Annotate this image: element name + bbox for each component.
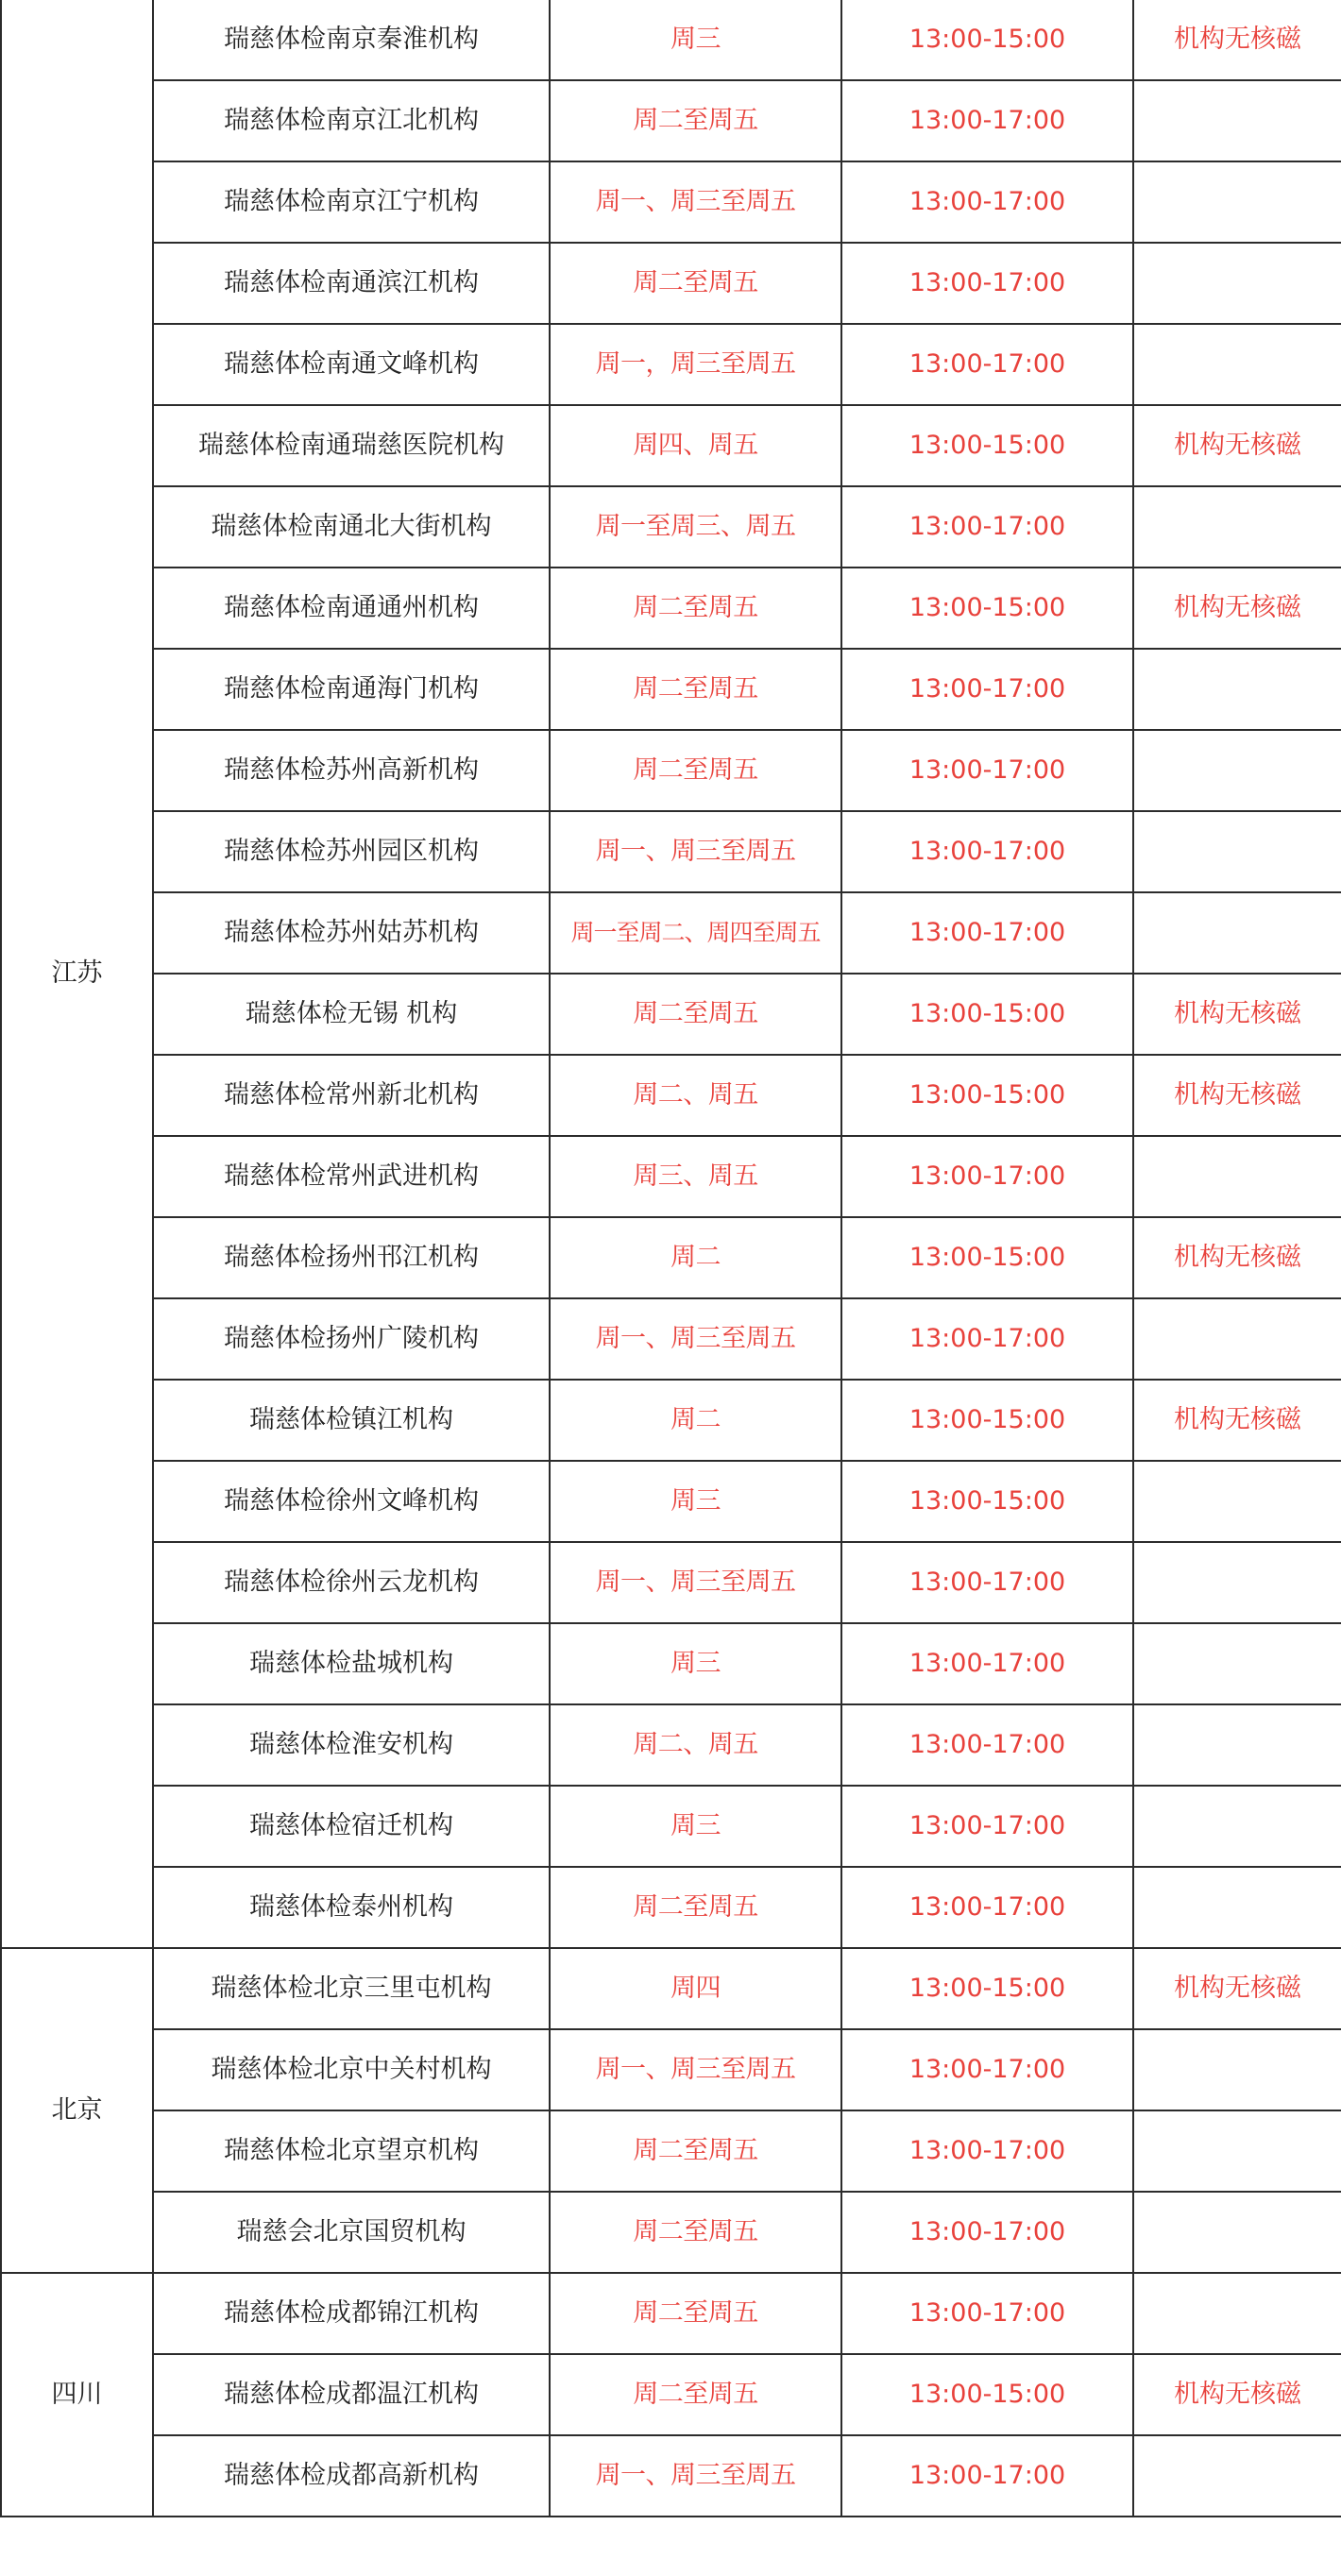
- institution-name-cell: 瑞慈体检南通海门机构: [153, 649, 550, 730]
- institution-name-cell: 瑞慈体检常州武进机构: [153, 1136, 550, 1217]
- note-cell: [1133, 1867, 1341, 1948]
- available-hours-cell: 13:00-17:00: [841, 243, 1133, 324]
- available-hours-cell: 13:00-17:00: [841, 1867, 1133, 1948]
- available-hours-cell: 13:00-17:00: [841, 730, 1133, 811]
- institution-name-cell: 瑞慈体检盐城机构: [153, 1623, 550, 1704]
- institution-name-cell: 瑞慈体检南京江北机构: [153, 80, 550, 161]
- table-row: [1, 1623, 1341, 1704]
- available-hours-cell: 13:00-15:00: [841, 1461, 1133, 1542]
- note-cell: 机构无核磁: [1133, 974, 1341, 1055]
- note-cell: [1133, 2435, 1341, 2517]
- available-days-cell: 周二至周五: [550, 80, 841, 161]
- note-cell: [1133, 1623, 1341, 1704]
- note-cell: 机构无核磁: [1133, 1217, 1341, 1298]
- note-cell: 机构无核磁: [1133, 1055, 1341, 1136]
- available-hours-cell: 13:00-15:00: [841, 2354, 1133, 2435]
- note-cell: [1133, 649, 1341, 730]
- note-cell: [1133, 1298, 1341, 1380]
- available-hours-cell: 13:00-15:00: [841, 1217, 1133, 1298]
- table-row: [1, 1704, 1341, 1786]
- table-row: [1, 243, 1341, 324]
- available-hours-cell: 13:00-17:00: [841, 892, 1133, 974]
- note-cell: [1133, 1786, 1341, 1867]
- available-hours-cell: 13:00-17:00: [841, 649, 1133, 730]
- available-days-cell: 周一、周三至周五: [550, 1298, 841, 1380]
- institution-name-cell: 瑞慈体检苏州园区机构: [153, 811, 550, 892]
- available-hours-cell: 13:00-15:00: [841, 1380, 1133, 1461]
- available-days-cell: 周一至周二、周四至周五: [550, 892, 841, 974]
- institution-name-cell: 瑞慈体检苏州姑苏机构: [153, 892, 550, 974]
- institution-name-cell: 瑞慈体检宿迁机构: [153, 1786, 550, 1867]
- table-row: [1, 80, 1341, 161]
- note-cell: [1133, 324, 1341, 405]
- table-row: [1, 2435, 1341, 2517]
- note-cell: 机构无核磁: [1133, 0, 1341, 80]
- table-row: [1, 1461, 1341, 1542]
- available-hours-cell: 13:00-17:00: [841, 2435, 1133, 2517]
- available-days-cell: 周二、周五: [550, 1704, 841, 1786]
- note-cell: [1133, 1461, 1341, 1542]
- available-days-cell: 周二至周五: [550, 649, 841, 730]
- institution-name-cell: 瑞慈体检镇江机构: [153, 1380, 550, 1461]
- institution-name-cell: 瑞慈体检成都温江机构: [153, 2354, 550, 2435]
- note-cell: 机构无核磁: [1133, 1948, 1341, 2029]
- available-days-cell: 周二至周五: [550, 2192, 841, 2273]
- institution-name-cell: 瑞慈体检苏州高新机构: [153, 730, 550, 811]
- institution-name-cell: 瑞慈体检淮安机构: [153, 1704, 550, 1786]
- institution-name-cell: 瑞慈体检徐州云龙机构: [153, 1542, 550, 1623]
- available-hours-cell: 13:00-17:00: [841, 1786, 1133, 1867]
- available-hours-cell: 13:00-17:00: [841, 486, 1133, 568]
- available-hours-cell: 13:00-17:00: [841, 1542, 1133, 1623]
- institution-name-cell: 瑞慈体检无锡 机构: [153, 974, 550, 1055]
- table-row: [1, 2029, 1341, 2110]
- available-hours-cell: 13:00-17:00: [841, 811, 1133, 892]
- table-row: [1, 1217, 1341, 1298]
- table-row: [1, 1136, 1341, 1217]
- institution-name-cell: 瑞慈体检成都锦江机构: [153, 2273, 550, 2354]
- institution-name-cell: 瑞慈体检泰州机构: [153, 1867, 550, 1948]
- institution-name-cell: 瑞慈体检北京中关村机构: [153, 2029, 550, 2110]
- institution-name-cell: 瑞慈体检扬州邗江机构: [153, 1217, 550, 1298]
- table-row: [1, 1786, 1341, 1867]
- institution-name-cell: 瑞慈体检南通通州机构: [153, 568, 550, 649]
- available-hours-cell: 13:00-15:00: [841, 1948, 1133, 2029]
- institution-name-cell: 瑞慈体检成都高新机构: [153, 2435, 550, 2517]
- note-cell: [1133, 1704, 1341, 1786]
- institution-name-cell: 瑞慈体检南通滨江机构: [153, 243, 550, 324]
- available-days-cell: 周一、周三至周五: [550, 2029, 841, 2110]
- available-hours-cell: 13:00-15:00: [841, 1055, 1133, 1136]
- available-hours-cell: 13:00-15:00: [841, 405, 1133, 486]
- province-cell: 江苏: [1, 0, 153, 1948]
- available-hours-cell: 13:00-15:00: [841, 568, 1133, 649]
- table-row: [1, 405, 1341, 486]
- note-cell: [1133, 730, 1341, 811]
- table-row: [1, 568, 1341, 649]
- note-cell: [1133, 2110, 1341, 2192]
- available-hours-cell: 13:00-15:00: [841, 0, 1133, 80]
- available-days-cell: 周一至周三、周五: [550, 486, 841, 568]
- available-hours-cell: 13:00-17:00: [841, 2110, 1133, 2192]
- institution-name-cell: 瑞慈体检南京秦淮机构: [153, 0, 550, 80]
- note-cell: [1133, 811, 1341, 892]
- table-row: [1, 1542, 1341, 1623]
- province-cell: 四川: [1, 2273, 153, 2517]
- available-days-cell: 周一，周三至周五: [550, 324, 841, 405]
- table-row: [1, 2354, 1341, 2435]
- available-days-cell: 周二至周五: [550, 974, 841, 1055]
- note-cell: [1133, 486, 1341, 568]
- available-days-cell: 周二至周五: [550, 243, 841, 324]
- note-cell: [1133, 243, 1341, 324]
- available-days-cell: 周一、周三至周五: [550, 811, 841, 892]
- institution-name-cell: 瑞慈体检常州新北机构: [153, 1055, 550, 1136]
- table-row: [1, 974, 1341, 1055]
- note-cell: [1133, 892, 1341, 974]
- institution-name-cell: 瑞慈体检南通瑞慈医院机构: [153, 405, 550, 486]
- available-hours-cell: 13:00-17:00: [841, 2273, 1133, 2354]
- institution-name-cell: 瑞慈体检北京望京机构: [153, 2110, 550, 2192]
- available-days-cell: 周三: [550, 1461, 841, 1542]
- available-days-cell: 周四、周五: [550, 405, 841, 486]
- note-cell: [1133, 1136, 1341, 1217]
- table-row: [1, 892, 1341, 974]
- available-hours-cell: 13:00-17:00: [841, 161, 1133, 243]
- available-days-cell: 周二至周五: [550, 1867, 841, 1948]
- available-days-cell: 周二: [550, 1217, 841, 1298]
- institution-name-cell: 瑞慈会北京国贸机构: [153, 2192, 550, 2273]
- table-row: [1, 2110, 1341, 2192]
- available-hours-cell: 13:00-17:00: [841, 80, 1133, 161]
- available-days-cell: 周三: [550, 0, 841, 80]
- available-hours-cell: 13:00-17:00: [841, 1623, 1133, 1704]
- available-days-cell: 周二至周五: [550, 2273, 841, 2354]
- table-row: [1, 1948, 1341, 2029]
- note-cell: 机构无核磁: [1133, 568, 1341, 649]
- available-days-cell: 周二至周五: [550, 568, 841, 649]
- note-cell: [1133, 2273, 1341, 2354]
- schedule-table-body: [1, 0, 1341, 2517]
- table-row: [1, 2192, 1341, 2273]
- note-cell: [1133, 1542, 1341, 1623]
- available-hours-cell: 13:00-17:00: [841, 1298, 1133, 1380]
- table-row: [1, 1298, 1341, 1380]
- available-days-cell: 周三、周五: [550, 1136, 841, 1217]
- table-row: [1, 811, 1341, 892]
- institution-name-cell: 瑞慈体检南通文峰机构: [153, 324, 550, 405]
- institution-name-cell: 瑞慈体检南京江宁机构: [153, 161, 550, 243]
- available-days-cell: 周一、周三至周五: [550, 1542, 841, 1623]
- note-cell: [1133, 161, 1341, 243]
- institution-name-cell: 瑞慈体检扬州广陵机构: [153, 1298, 550, 1380]
- note-cell: 机构无核磁: [1133, 1380, 1341, 1461]
- table-row: [1, 1867, 1341, 1948]
- table-row: [1, 0, 1341, 80]
- available-days-cell: 周三: [550, 1623, 841, 1704]
- available-days-cell: 周二至周五: [550, 2354, 841, 2435]
- table-row: [1, 649, 1341, 730]
- note-cell: [1133, 2029, 1341, 2110]
- table-row: [1, 1055, 1341, 1136]
- table-row: [1, 2273, 1341, 2354]
- province-cell: 北京: [1, 1948, 153, 2273]
- available-days-cell: 周一、周三至周五: [550, 2435, 841, 2517]
- table-row: [1, 161, 1341, 243]
- available-hours-cell: 13:00-17:00: [841, 324, 1133, 405]
- available-days-cell: 周二: [550, 1380, 841, 1461]
- available-days-cell: 周三: [550, 1786, 841, 1867]
- available-hours-cell: 13:00-17:00: [841, 2029, 1133, 2110]
- available-days-cell: 周二至周五: [550, 2110, 841, 2192]
- available-hours-cell: 13:00-17:00: [841, 1704, 1133, 1786]
- table-row: [1, 1380, 1341, 1461]
- available-hours-cell: 13:00-17:00: [841, 2192, 1133, 2273]
- table-row: [1, 730, 1341, 811]
- available-days-cell: 周二、周五: [550, 1055, 841, 1136]
- table-row: [1, 486, 1341, 568]
- available-days-cell: 周一、周三至周五: [550, 161, 841, 243]
- note-cell: [1133, 80, 1341, 161]
- available-days-cell: 周二至周五: [550, 730, 841, 811]
- institution-name-cell: 瑞慈体检徐州文峰机构: [153, 1461, 550, 1542]
- note-cell: 机构无核磁: [1133, 405, 1341, 486]
- available-hours-cell: 13:00-17:00: [841, 1136, 1133, 1217]
- available-days-cell: 周四: [550, 1948, 841, 2029]
- available-hours-cell: 13:00-15:00: [841, 974, 1133, 1055]
- table-row: [1, 324, 1341, 405]
- note-cell: [1133, 2192, 1341, 2273]
- note-cell: 机构无核磁: [1133, 2354, 1341, 2435]
- institution-name-cell: 瑞慈体检南通北大街机构: [153, 486, 550, 568]
- institution-name-cell: 瑞慈体检北京三里屯机构: [153, 1948, 550, 2029]
